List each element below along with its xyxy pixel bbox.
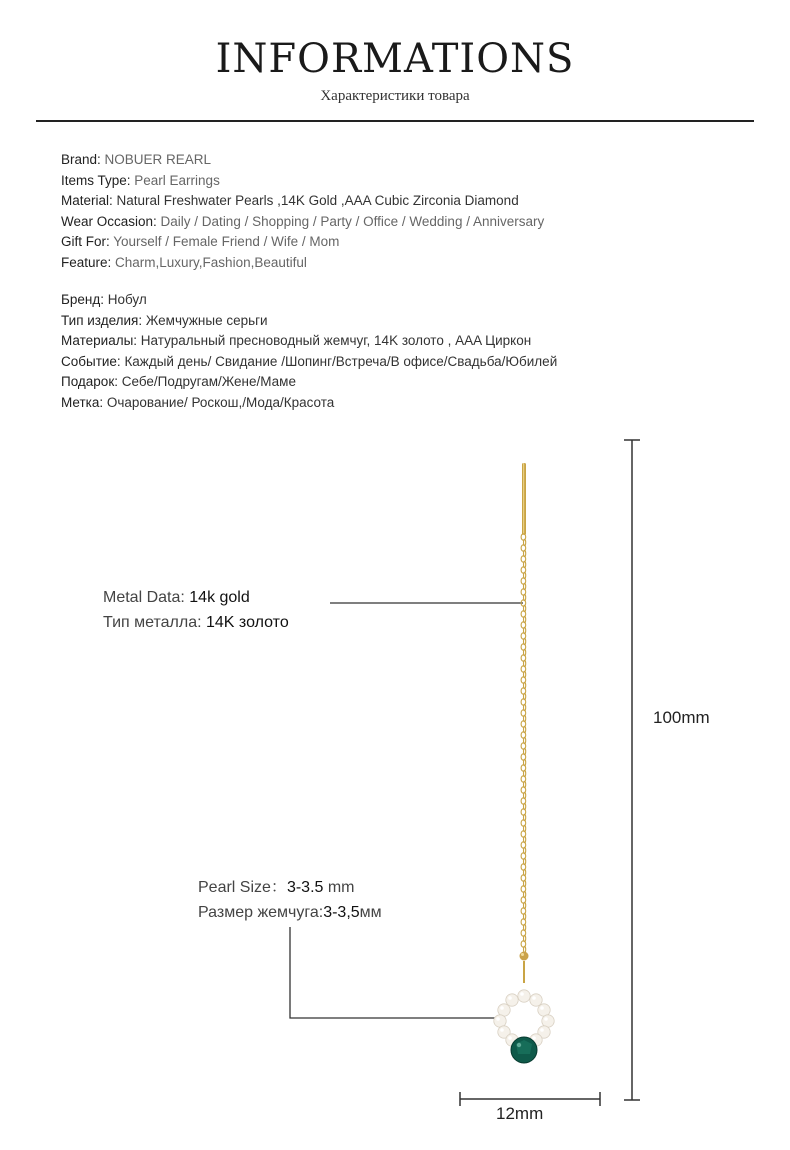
pearl-leader-line (290, 927, 500, 1018)
metal-label-en: Metal Data: 14k gold (103, 589, 250, 606)
pearl (518, 990, 530, 1002)
pearl (530, 994, 542, 1006)
spec-ru-feature: Метка: Очарование/ Роскош,/Мода/Красота (61, 394, 335, 410)
metal-label-ru: Тип металла: 14K золото (103, 614, 289, 631)
spec-ru-brand: Бренд: Нобул (61, 292, 147, 307)
spec-feature: Feature: Charm,Luxury,Fashion,Beautiful (61, 254, 307, 270)
pearl (538, 1004, 550, 1016)
gold-chain (521, 534, 526, 953)
length-dimension-line (624, 440, 640, 1100)
spec-ru-items-type: Тип изделия: Жемчужные серьги (61, 312, 268, 328)
page-subtitle: Характеристики товара (320, 88, 470, 104)
pearl (542, 1015, 554, 1027)
pearl-annotation (198, 875, 382, 925)
green-gem (511, 1037, 537, 1063)
width-label: 12mm (496, 1104, 544, 1123)
spec-ru-material: Материалы: Натуральный пресноводный жемчуг, 14K золото , AAA Циркон (61, 333, 532, 349)
spec-items-type: Items Type: Pearl Earrings (61, 172, 220, 188)
spec-ru-occasion: Событие: Каждый день/ Свидание /Шопинг/Встреча/В офисе/Свадьба/Юбилей (61, 353, 558, 369)
spec-brand: Brand: NOBUER REARL (61, 152, 212, 167)
spec-gift-for: Gift For: Yourself / Female Friend / Wife / Mom (61, 234, 340, 250)
pearl (498, 1004, 510, 1016)
pearl-size-en: Pearl Size：3-3.5 mm (198, 879, 355, 896)
length-label: 100mm (653, 708, 710, 727)
gold-bead (520, 952, 529, 961)
metal-annotation (103, 585, 289, 635)
spec-wear-occasion: Wear Occasion: Daily / Dating / Shopping / Party / Office / Wedding / Anniversary (61, 213, 545, 229)
pearl (494, 1015, 506, 1027)
spec-material: Material: Natural Freshwater Pearls ,14K Gold ,AAA Cubic Zirconia Diamond (61, 193, 519, 209)
spec-ru-gift: Подарок: Себе/Подругам/Жене/Маме (61, 374, 296, 390)
page-title: INFORMATIONS (215, 36, 575, 82)
pearl (506, 994, 518, 1006)
pearl-size-ru: Размер жемчуга:3-3,5мм (198, 904, 382, 921)
